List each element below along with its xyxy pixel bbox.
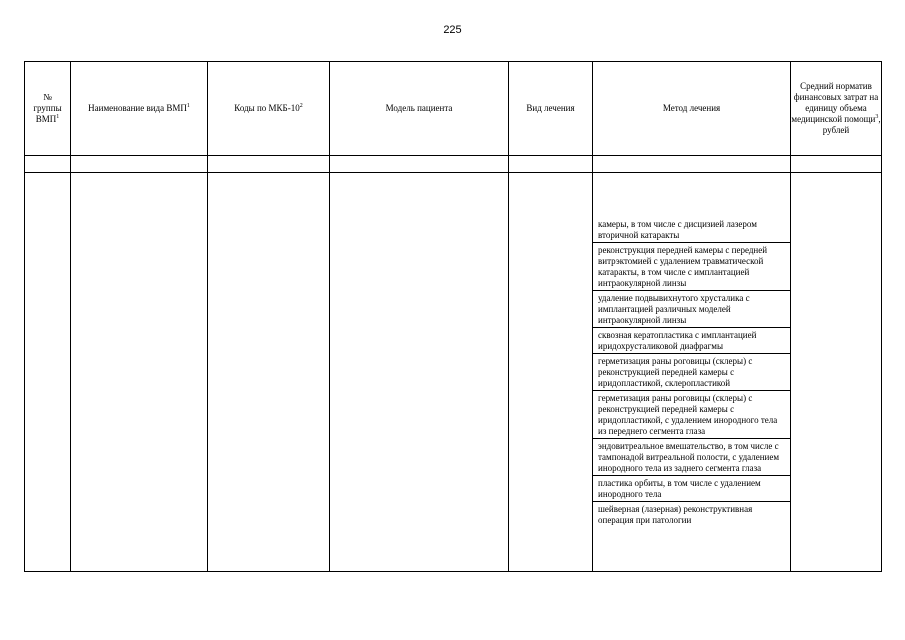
table-cell <box>25 173 71 572</box>
table-cell <box>208 173 330 572</box>
table-cell <box>791 173 882 572</box>
method-item: шейверная (лазерная) реконструктивная операция при патологии <box>598 504 753 525</box>
header-treatment-type: Вид лечения <box>509 62 593 156</box>
method-item: реконструкция передней камеры с передней витрэктомией с удалением травматической катаракты, в том числе с имплантацией интраокулярной линзы <box>593 243 790 291</box>
method-item: удаление подвывихнутого хрусталика с имплантацией различных моделей интраокулярной линзы <box>593 291 790 328</box>
header-icd-codes: Коды по МКБ-$10^2$ <box>208 62 330 156</box>
table-cell <box>330 173 509 572</box>
table-cell <box>509 173 593 572</box>
table-cell <box>791 156 882 173</box>
method-item: герметизация раны роговицы (склеры) с реконструкцией передней камеры с иридопластикой, склеропластикой <box>593 354 790 391</box>
header-average-cost: Средний норматив финансовых затрат на единицу объема медицинской помощи$^3$, рублей <box>791 62 882 156</box>
header-group-number: № группы ВМП$^1$ <box>25 62 71 156</box>
empty-spacer-row <box>25 156 882 173</box>
page-number: 225 <box>443 24 462 36</box>
table-cell <box>509 156 593 173</box>
table-header-row <box>25 62 882 156</box>
table-cell <box>25 156 71 173</box>
header-patient-model: Модель пациента <box>330 62 509 156</box>
header-treatment-method: Метод лечения <box>593 62 791 156</box>
table-cell <box>330 156 509 173</box>
method-item: эндовитреальное вмешательство, в том числе с тампонадой витреальной полости, с удалением инородного тела из заднего сегмента глаза <box>593 439 790 476</box>
method-item: сквозная кератопластика с имплантацией иридохрусталиковой диафрагмы <box>593 328 790 354</box>
method-item: герметизация раны роговицы (склеры) с реконструкцией передней камеры с иридопластикой, с удалением инородного тела из переднего сегмента глаза <box>593 391 790 439</box>
table-cell <box>71 156 208 173</box>
table-cell <box>208 156 330 173</box>
vmp-table <box>24 61 882 572</box>
treatment-methods-cell <box>593 173 791 572</box>
method-item: пластика орбиты, в том числе с удалением инородного тела <box>593 476 790 502</box>
table-cell <box>593 156 791 173</box>
method-item: камеры, в том числе с дисцизией лазером вторичной катаракты <box>593 217 790 243</box>
header-vmp-name: Наименование вида ВМП$^1$ <box>71 62 208 156</box>
table-cell <box>71 173 208 572</box>
table-row <box>25 173 882 572</box>
